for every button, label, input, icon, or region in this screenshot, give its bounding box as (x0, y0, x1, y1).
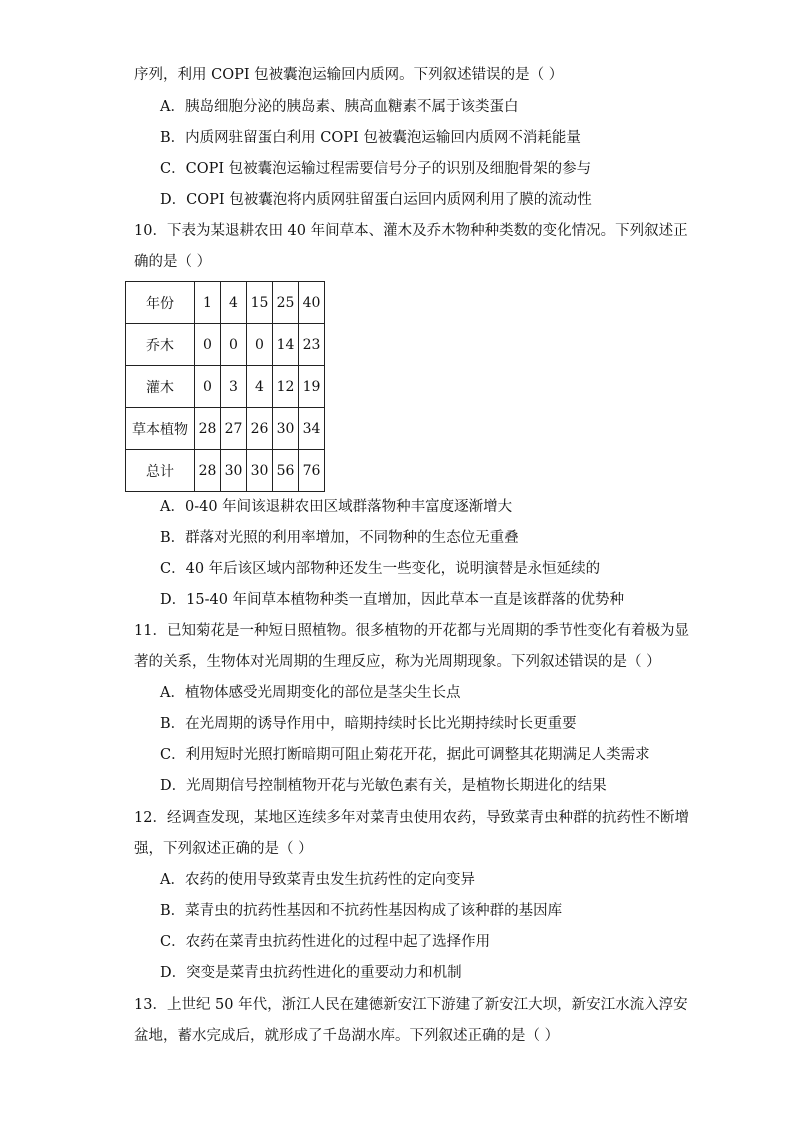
q10-option-a: A．0-40 年间该退耕农田区域群落物种丰富度逐渐增大 (160, 499, 513, 515)
q10-option-c: C．40 年后该区域内部物种还发生一些变化，说明演替是永恒延续的 (160, 561, 601, 577)
q10-stem-line-2: 确的是（ ） (134, 254, 212, 270)
table-cell: 15 (247, 282, 273, 324)
table-cell: 12 (273, 366, 299, 408)
table-cell: 3 (221, 366, 247, 408)
q9-option-d: D．COPI 包被囊泡将内质网驻留蛋白运回内质网利用了膜的流动性 (160, 192, 592, 208)
q11-stem-line-1: 11．已知菊花是一种短日照植物。很多植物的开花都与光周期的季节性变化有着极为显 (134, 623, 689, 639)
table-cell: 26 (247, 408, 273, 450)
q12-option-c: C．农药在菜青虫抗药性进化的过程中起了选择作用 (160, 934, 491, 950)
q12-option-b: B．菜青虫的抗药性基因和不抗药性基因构成了该种群的基因库 (160, 903, 563, 919)
q13-stem-line-2: 盆地，蓄水完成后，就形成了千岛湖水库。下列叙述正确的是（ ） (134, 1028, 560, 1044)
q12-stem-line-1: 12．经调查发现，某地区连续多年对菜青虫使用农药，导致菜青虫种群的抗药性不断增 (134, 810, 689, 826)
row-label: 年份 (126, 282, 195, 324)
species-count-table (125, 281, 325, 492)
row-label: 乔木 (126, 324, 195, 366)
q12-stem-line-2: 强，下列叙述正确的是（ ） (134, 841, 313, 857)
q11-stem-line-2: 著的关系，生物体对光周期的生理反应，称为光周期现象。下列叙述错误的是（ ） (134, 654, 661, 670)
q11-option-a: A．植物体感受光周期变化的部位是茎尖生长点 (160, 685, 461, 701)
table-cell: 0 (195, 324, 221, 366)
q9-option-c: C．COPI 包被囊泡运输过程需要信号分子的识别及细胞骨架的参与 (160, 161, 592, 177)
table-row-total (126, 450, 325, 492)
table-cell: 14 (273, 324, 299, 366)
table-cell: 4 (221, 282, 247, 324)
table-cell: 23 (299, 324, 325, 366)
table-row-trees (126, 324, 325, 366)
q10-stem-line-1: 10．下表为某退耕农田 40 年间草本、灌木及乔木物种种类数的变化情况。下列叙述正 (134, 223, 688, 239)
row-label: 总计 (126, 450, 195, 492)
table-cell: 30 (273, 408, 299, 450)
table-cell: 4 (247, 366, 273, 408)
q11-option-d: D．光周期信号控制植物开花与光敏色素有关，是植物长期进化的结果 (160, 778, 607, 794)
table-cell: 56 (273, 450, 299, 492)
q12-option-d: D．突变是菜青虫抗药性进化的重要动力和机制 (160, 965, 462, 981)
q12-option-a: A．农药的使用导致菜青虫发生抗药性的定向变异 (160, 872, 475, 888)
table-cell: 19 (299, 366, 325, 408)
table-cell: 30 (247, 450, 273, 492)
table-cell: 28 (195, 408, 221, 450)
row-label: 灌木 (126, 366, 195, 408)
q11-option-c: C．利用短时光照打断暗期可阻止菊花开花，据此可调整其花期满足人类需求 (160, 747, 650, 763)
q10-option-d: D．15-40 年间草本植物种类一直增加，因此草本一直是该群落的优势种 (160, 592, 625, 608)
table-cell: 76 (299, 450, 325, 492)
table-cell: 0 (221, 324, 247, 366)
table-cell: 0 (195, 366, 221, 408)
q9-option-b: B．内质网驻留蛋白利用 COPI 包被囊泡运输回内质网不消耗能量 (160, 130, 581, 146)
table-row-year (126, 282, 325, 324)
table-cell: 30 (221, 450, 247, 492)
table-cell: 1 (195, 282, 221, 324)
table-cell: 40 (299, 282, 325, 324)
q10-option-b: B．群落对光照的利用率增加，不同物种的生态位无重叠 (160, 530, 519, 546)
q9-option-a: A．胰岛细胞分泌的胰岛素、胰高血糖素不属于该类蛋白 (160, 99, 519, 115)
table-cell: 34 (299, 408, 325, 450)
row-label: 草本植物 (126, 408, 195, 450)
table-cell: 0 (247, 324, 273, 366)
table-cell: 28 (195, 450, 221, 492)
table-cell: 25 (273, 282, 299, 324)
q9-stem-tail: 序列，利用 COPI 包被囊泡运输回内质网。下列叙述错误的是（ ） (134, 67, 564, 83)
q13-stem-line-1: 13．上世纪 50 年代，浙江人民在建德新安江下游建了新安江大坝，新安江水流入淳安 (134, 997, 688, 1013)
table-cell: 27 (221, 408, 247, 450)
table-row-herbs (126, 408, 325, 450)
q11-option-b: B．在光周期的诱导作用中，暗期持续时长比光期持续时长更重要 (160, 716, 577, 732)
table-row-shrubs (126, 366, 325, 408)
